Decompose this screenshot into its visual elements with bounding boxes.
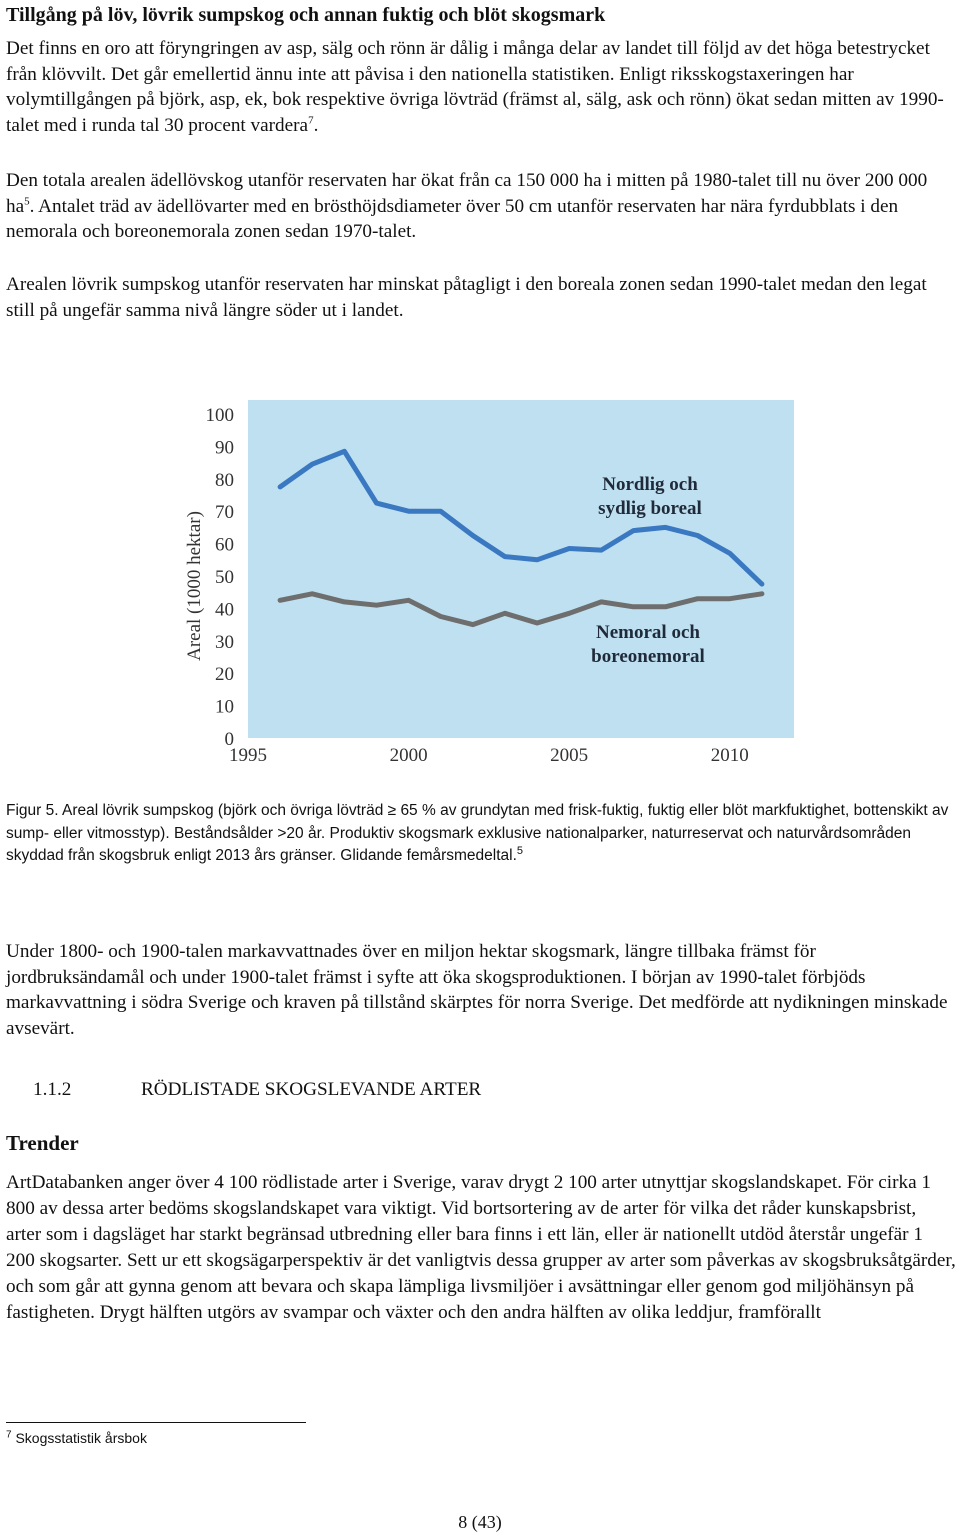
x-tick-label: 1995 [229, 745, 267, 766]
paragraph-sumpskog: Arealen lövrik sumpskog utanför reservaten har minskat påtagligt i den boreala zonen sedan 1990-talet medan den legat still på ungefär samma nivå längre söder ut i landet. [6, 274, 927, 321]
section-title: Tillgång på löv, lövrik sumpskog och annan fuktig och blöt skogsmark [6, 4, 606, 26]
x-tick-label: 2005 [550, 745, 589, 766]
subsection-title: RÖDLISTADE SKOGSLEVANDE ARTER [141, 1079, 482, 1100]
subsection-number: 1.1.2 [33, 1079, 72, 1100]
footnote-text: Skogsstatistik årsbok [15, 1430, 147, 1446]
footnote [6, 1430, 147, 1446]
line-chart-svg [178, 400, 798, 770]
paragraph-lov-volume [6, 36, 956, 138]
footnote-number: 7 [6, 1429, 12, 1441]
plot-background [248, 400, 794, 738]
paragraph-markavvattning: Under 1800- och 1900-talen markavvattnades över en miljon hektar skogsmark, längre tillbaka främst för jordbruksändamål och under 1900-talet främst i syfte att öka skogsproduktionen. I början av 1990-talet förbjöds markavvattning i södra Sverige och kraven på tillstånd skärptes för norra Sverige. Det medförde att nydikningen minskade avsevärt. [6, 941, 948, 1039]
paragraph-rodlistade: ArtDatabanken anger över 4 100 rödlistade arter i Sverige, varav drygt 2 100 arter utnyttjar skogslandskapet. För cirka 1 800 av dessa arter bedöms skogslandskapet vara viktigt. Vid bortsortering av de arter för vilka det råder kunskapsbrist, arter som i dagsläget har starkt begränsad utbredning eller bara finns i ett län, eller är nationellt utdöd återstår ungefär 1 200 skogsarter. Sett ur ett skogsägarperspektiv är det vanligtvis dessa grupper av arter som påverkas av skogsbruksåtgärder, och som går att gynna genom att bevara och skapa lämpliga livsmiljöer i avsättningar eller genom god miljöhänsyn på fastigheten. Drygt hälften utgörs av svampar och växter och den andra hälften av olika leddjur, framförallt [6, 1172, 956, 1323]
y-axis-label: Areal (1000 hektar) [184, 511, 205, 661]
series-label-line: boreonemoral [591, 646, 705, 667]
page-number: 8 (43) [458, 1512, 502, 1532]
paragraph-end: . [313, 114, 319, 136]
footnote-ref: 7 [308, 114, 314, 127]
x-tick-label: 2010 [710, 745, 749, 766]
figure-caption [6, 800, 956, 868]
series-label-line: sydlig boreal [598, 498, 702, 519]
y-tick-label: 80 [215, 469, 234, 491]
x-tick-label: 2000 [389, 745, 428, 766]
paragraph-text: Det finns en oro att föryngringen av asp, sälg och rönn är dålig i många delar av landet till följd av det höga betestrycket från klövvilt. Det går emellertid ännu inte att påvisa i den nationella statistiken. Enligt riksskogstaxeringen har volymtillgången på björk, asp, ek, bok respektive övriga lövträd (främst al, sälg, ask och rönn) ökat sedan mitten av 1990-talet med i runda tal 30 procent vardera [6, 38, 944, 136]
heading-trender: Trender [6, 1131, 79, 1155]
y-tick-label: 0 [224, 729, 234, 750]
area-chart [178, 400, 798, 770]
y-tick-label: 30 [215, 631, 234, 653]
y-tick-label: 10 [215, 696, 234, 718]
y-tick-label: 90 [215, 437, 234, 459]
caption-ref: 5 [516, 844, 524, 857]
footnote-divider [6, 1422, 306, 1423]
paragraph-text-b: . Antalet träd av ädellövarter med en brösthöjdsdiameter över 50 cm utanför reservaten har nära fyrdubblats i den nemorala och boreonemorala zonen sedan 1970-talet. [6, 195, 899, 242]
series-label-line: Nordlig och [602, 474, 698, 495]
paragraph-adellovskog [6, 168, 956, 245]
paragraph-text-a: Den totala arealen ädellövskog utanför reservaten har ökat från ca 150 000 ha i mitten på 1980-talet till nu över 200 000 ha [6, 170, 928, 217]
y-tick-label: 40 [215, 599, 234, 621]
y-tick-label: 50 [215, 567, 234, 588]
y-tick-label: 100 [205, 405, 234, 426]
footnote-ref: 5 [24, 195, 30, 208]
y-tick-label: 20 [215, 664, 234, 686]
caption-text: Figur 5. Areal lövrik sumpskog (björk och övriga lövträd ≥ 65 % av grundytan med frisk-fuktig, fuktig eller blöt markfuktighet, bottenskikt av sump- eller vitmosstyp). Beståndsålder >20 år. Produktiv skogsmark exklusive nationalparker, naturreservat och naturvårdsområden skyddad från skogsbruk enligt 2013 års gränser. Glidande femårsmedeltal. [6, 802, 949, 864]
y-tick-label: 70 [215, 502, 234, 524]
series-label-line: Nemoral och [596, 622, 700, 643]
y-tick-label: 60 [215, 534, 234, 556]
